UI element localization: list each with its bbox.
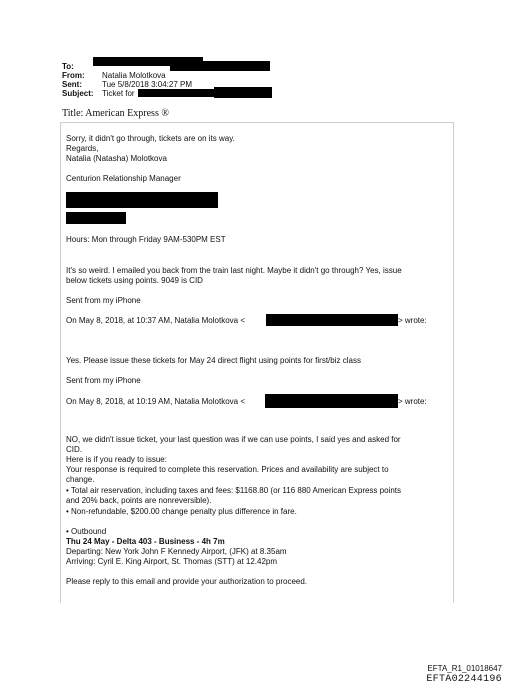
body-line: NO, we didn't issue ticket, your last question was if we can use points, I said yes and asked for: [66, 435, 401, 444]
body-line: > wrote:: [398, 316, 427, 325]
body-line: and 20% back, points are nonreversible).: [66, 496, 212, 505]
body-line: > wrote:: [398, 397, 427, 406]
body-line: change.: [66, 475, 95, 484]
body-line: Centurion Relationship Manager: [66, 174, 181, 183]
body-line: Sorry, it didn't go through, tickets are on its way.: [66, 134, 235, 143]
body-line: Sent from my iPhone: [66, 296, 141, 305]
page-title: Title: American Express ®: [62, 108, 169, 119]
body-line: CID.: [66, 445, 82, 454]
body-line: Natalia (Natasha) Molotkova: [66, 154, 167, 163]
body-line: On May 8, 2018, at 10:19 AM, Natalia Molotkova <: [66, 397, 245, 406]
redaction-bar: [66, 212, 126, 224]
body-line: • Total air reservation, including taxes and fees: $1168.80 (or 116 880 American Express points: [66, 486, 401, 495]
document-id: EFTA_R1_01018647: [427, 664, 502, 673]
body-line: On May 8, 2018, at 10:37 AM, Natalia Molotkova <: [66, 316, 245, 325]
body-line: Arriving: Cyril E. King Airport, St. Thomas (STT) at 12.42pm: [66, 557, 278, 566]
body-line: Please reply to this email and provide your authorization to proceed.: [66, 577, 308, 586]
redaction-bar: [138, 89, 218, 97]
body-line: Yes. Please issue these tickets for May 24 direct flight using points for first/biz class: [66, 356, 361, 365]
flight-summary: Thu 24 May - Delta 403 - Business - 4h 7m: [66, 537, 225, 546]
body-line: It's so weird. I emailed you back from the train last night. Maybe it didn't go through? Yes, issue: [66, 266, 402, 275]
to-label: To:: [62, 62, 74, 71]
sent-value: Tue 5/8/2018 3:04:27 PM: [102, 80, 192, 89]
subject-value: Ticket for: [102, 89, 135, 98]
body-line: Hours: Mon through Friday 9AM-530PM EST: [66, 235, 226, 244]
body-line: Your response is required to complete this reservation. Prices and availability are subject to: [66, 465, 389, 474]
body-line: Departing: New York John F Kennedy Airport, (JFK) at 8.35am: [66, 547, 287, 556]
redaction-bar: [214, 87, 272, 98]
body-line: Here is if you ready to issue:: [66, 455, 167, 464]
body-line: Regards,: [66, 144, 99, 153]
body-line: • Outbound: [66, 527, 107, 536]
redaction-bar: [265, 394, 398, 408]
redaction-bar: [170, 61, 270, 71]
redaction-bar: [66, 192, 218, 208]
sent-label: Sent:: [62, 80, 82, 89]
redaction-bar: [266, 314, 398, 326]
document-id: EFTA02244196: [426, 674, 502, 685]
body-line: • Non-refundable, $200.00 change penalty plus difference in fare.: [66, 507, 297, 516]
from-label: From:: [62, 71, 85, 80]
body-line: below tickets using points. 9049 is CID: [66, 276, 203, 285]
subject-row: [62, 89, 135, 99]
body-line: Sent from my iPhone: [66, 376, 141, 385]
from-value: Natalia Molotkova: [102, 71, 166, 80]
subject-label: Subject:: [62, 89, 94, 98]
